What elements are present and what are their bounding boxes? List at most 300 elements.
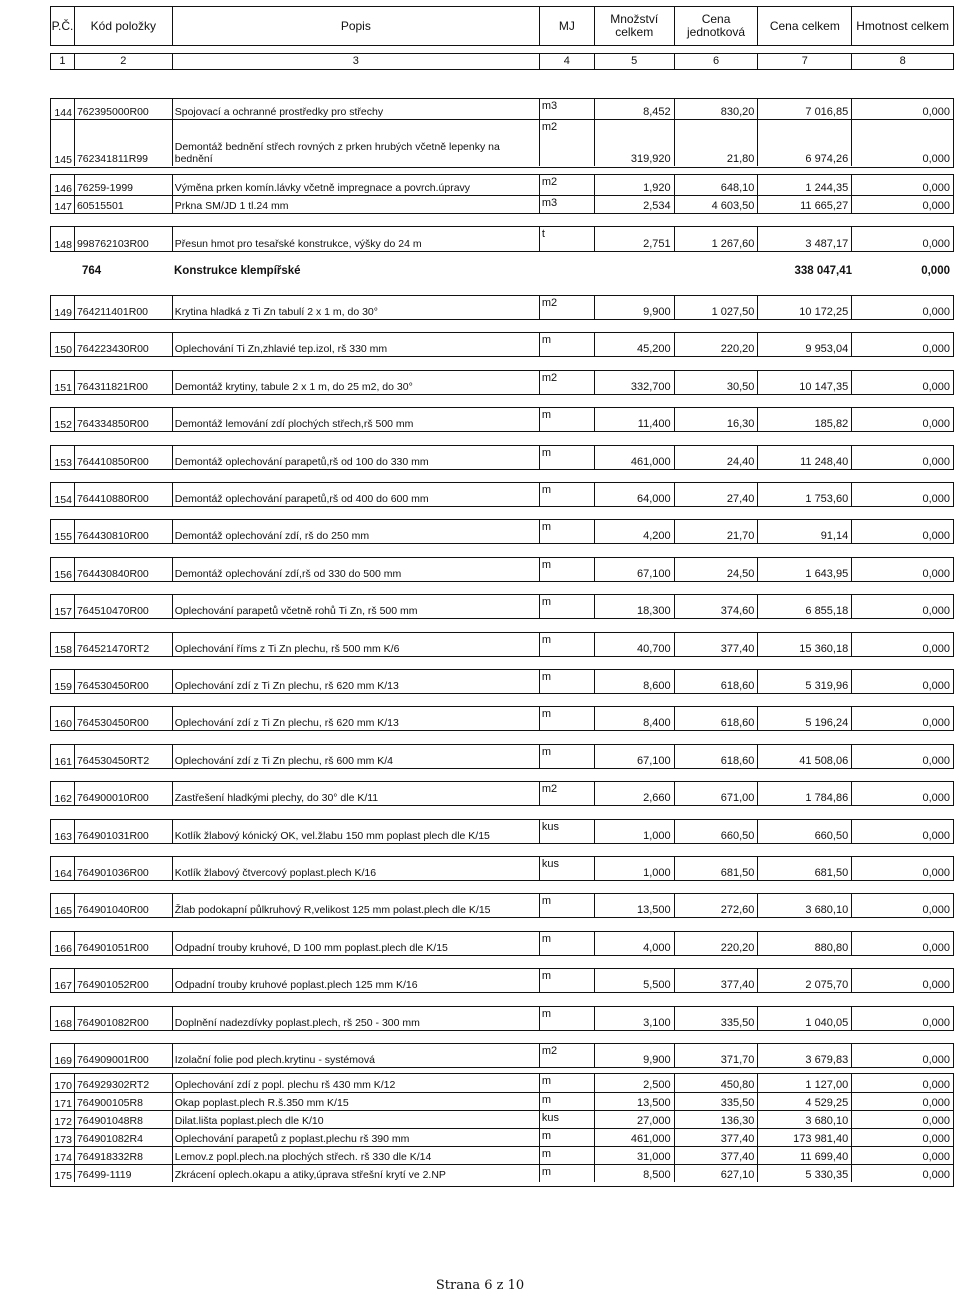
item-description: Oplechování zdí z Ti Zn plechu, rš 600 mm K/4 [173,745,540,768]
table-row [51,296,953,319]
column-header-hmotnost: Hmotnost celkem [856,18,949,33]
item-group [50,968,954,993]
item-code: 998762103R00 [75,227,173,251]
item-total-price: 1 040,05 [758,1007,852,1030]
item-quantity: 27,000 [595,1111,675,1128]
item-description: Dilat.lišta poplast.plech dle K/10 [173,1111,540,1128]
item-unit-price: 136,30 [675,1111,759,1128]
item-weight: 0,000 [922,182,950,194]
item-total-price: 3 680,10 [758,1111,852,1128]
item-weight: 0,000 [922,493,950,505]
item-weight: 0,000 [922,456,950,468]
item-weight: 0,000 [922,717,950,729]
item-unit-price: 377,40 [675,1129,759,1146]
item-weight: 0,000 [922,755,950,767]
item-total-price: 7 016,85 [758,99,852,119]
item-group [50,332,954,357]
item-unit-price: 377,40 [675,969,759,992]
item-group [50,856,954,881]
item-code: 762341811R99 [75,120,173,166]
item-weight: 0,000 [922,306,950,318]
item-quantity: 3,100 [595,1007,675,1030]
table-header [50,6,954,68]
table-row [51,894,953,917]
item-unit: m [540,670,595,693]
item-quantity: 2,660 [595,782,675,805]
item-weight: 0,000 [922,238,950,250]
item-unit-price: 220,20 [675,932,759,955]
item-description: Oplechování říms z Ti Zn plechu, rš 500 mm K/6 [173,633,540,656]
item-description: Přesun hmot pro tesařské konstrukce, výšky do 24 m [173,227,540,251]
item-unit-price: 30,50 [675,371,759,394]
item-description: Výměna prken komín.lávky včetně impregnace a povrch.úpravy [173,175,540,195]
item-total-price: 10 172,25 [758,296,852,319]
item-weight: 0,000 [922,867,950,879]
item-quantity: 8,400 [595,707,675,730]
item-group [50,174,954,214]
item-total-price: 185,82 [758,408,852,431]
item-number: 175 [51,1165,75,1182]
item-unit: m [540,1165,595,1182]
item-quantity: 2,500 [595,1074,675,1092]
item-unit: m [540,707,595,730]
item-weight: 0,000 [922,792,950,804]
column-number: 2 [75,54,173,69]
item-description: Lemov.z popl.plech.na plochých střech. rš 330 dle K/14 [173,1147,540,1164]
item-quantity: 4,000 [595,932,675,955]
table-row [51,371,953,394]
item-unit-price: 4 603,50 [675,196,759,213]
item-number: 164 [51,857,75,880]
table-row [51,1092,953,1110]
item-code: 764430840R00 [75,558,173,581]
item-unit: kus [540,1111,595,1128]
item-quantity: 1,920 [595,175,675,195]
item-quantity: 64,000 [595,483,675,506]
item-number: 166 [51,932,75,955]
item-unit-price: 371,70 [675,1044,759,1067]
column-header-row [50,6,954,46]
item-description: Demontáž lemování zdí plochých střech,rš 500 mm [173,408,540,431]
item-unit-price: 335,50 [675,1093,759,1110]
item-group [50,669,954,694]
item-number: 149 [51,296,75,319]
item-unit-price: 24,50 [675,558,759,581]
table-row [51,99,953,119]
table-row [51,745,953,768]
item-total-price: 5 319,96 [758,670,852,693]
item-weight: 0,000 [922,979,950,991]
item-group [50,295,954,320]
table-row [51,446,953,469]
section-hmotnost: 0,000 [921,265,950,277]
item-unit-price: 450,80 [675,1074,759,1092]
item-code: 764909001R00 [75,1044,173,1067]
item-number: 162 [51,782,75,805]
table-row [51,707,953,730]
item-group [50,1006,954,1031]
section-cena-celkem: 338 047,41 [794,265,852,277]
item-number: 144 [51,99,75,119]
item-group [50,1073,954,1187]
item-total-price: 1 127,00 [758,1074,852,1092]
item-unit: kus [540,857,595,880]
column-number: 3 [173,54,540,69]
item-description: Zastřešení hladkými plechy, do 30° dle K/11 [173,782,540,805]
item-number: 158 [51,633,75,656]
item-group [50,557,954,582]
item-unit-price: 618,60 [675,707,759,730]
item-unit: m [540,408,595,431]
item-weight: 0,000 [922,1133,950,1145]
item-weight: 0,000 [922,1079,950,1091]
item-total-price: 1 784,86 [758,782,852,805]
item-total-price: 15 360,18 [758,633,852,656]
table-row [51,670,953,693]
item-number: 174 [51,1147,75,1164]
item-unit: m [540,745,595,768]
item-unit: m [540,1129,595,1146]
item-number: 172 [51,1111,75,1128]
item-total-price: 880,80 [758,932,852,955]
table-row [51,1044,953,1067]
table-row [51,408,953,431]
table-row [51,932,953,955]
item-unit-price: 24,40 [675,446,759,469]
column-header-kod: Kód položky [75,7,173,45]
item-weight: 0,000 [922,1054,950,1066]
item-group [50,931,954,956]
item-number: 161 [51,745,75,768]
item-unit: m [540,894,595,917]
column-header-cena-jednotkova: Cena jednotková [675,7,759,45]
item-unit: m [540,969,595,992]
item-code: 764521470RT2 [75,633,173,656]
item-number: 168 [51,1007,75,1030]
item-weight: 0,000 [922,530,950,542]
table-row [51,1128,953,1146]
item-total-price: 5 196,24 [758,707,852,730]
item-group [50,482,954,507]
item-total-price: 3 679,83 [758,1044,852,1067]
item-number: 159 [51,670,75,693]
item-code: 764530450R00 [75,670,173,693]
item-code: 764410850R00 [75,446,173,469]
item-total-price: 10 147,35 [758,371,852,394]
table-row [51,483,953,506]
item-code: 762395000R00 [75,99,173,119]
item-total-price: 5 330,35 [758,1165,852,1182]
item-code: 764901082R00 [75,1007,173,1030]
item-unit-price: 671,00 [675,782,759,805]
item-unit: m [540,1074,595,1092]
item-description: Krytina hladká z Ti Zn tabulí 2 x 1 m, do 30° [173,296,540,319]
item-weight: 0,000 [922,343,950,355]
item-weight: 0,000 [922,942,950,954]
item-description: Žlab podokapní půlkruhový R,velikost 125 mm polast.plech dle K/15 [173,894,540,917]
item-unit: m [540,1007,595,1030]
item-unit-price: 377,40 [675,1147,759,1164]
item-code: 764901036R00 [75,857,173,880]
table-row [51,119,953,166]
item-unit-price: 648,10 [675,175,759,195]
item-description: Zkrácení oplech.okapu a atiky,úprava střešní krytí ve 2.NP [173,1165,540,1182]
item-group [50,98,954,168]
item-quantity: 11,400 [595,408,675,431]
item-total-price: 41 508,06 [758,745,852,768]
item-code: 764929302RT2 [75,1074,173,1092]
item-unit-price: 618,60 [675,670,759,693]
item-description: Demontáž oplechování parapetů,rš od 100 do 330 mm [173,446,540,469]
item-quantity: 1,000 [595,820,675,843]
item-total-price: 173 981,40 [758,1129,852,1146]
item-quantity: 8,600 [595,670,675,693]
table-row [51,333,953,356]
item-group [50,407,954,432]
column-header-mnozstvi: Množství celkem [595,7,675,45]
item-quantity: 45,200 [595,333,675,356]
item-group [50,744,954,769]
item-description: Oplechování zdí z Ti Zn plechu, rš 620 mm K/13 [173,670,540,693]
item-total-price: 1 244,35 [758,175,852,195]
table-row [51,820,953,843]
item-total-price: 9 953,04 [758,333,852,356]
item-weight: 0,000 [922,200,950,212]
item-code: 76499-1119 [75,1165,173,1182]
item-description: Demontáž oplechování parapetů,rš od 400 do 600 mm [173,483,540,506]
column-header-cena-celkem: Cena celkem [758,7,852,45]
table-row [51,227,953,251]
item-description: Kotlík žlabový kónický OK, vel.žlabu 150 mm poplast plech dle K/15 [173,820,540,843]
column-number: 6 [675,54,759,69]
item-group [50,594,954,619]
table-row [51,633,953,656]
item-unit: kus [540,820,595,843]
item-quantity: 13,500 [595,894,675,917]
item-number: 150 [51,333,75,356]
item-quantity: 1,000 [595,857,675,880]
item-weight: 0,000 [922,106,950,118]
item-quantity: 9,900 [595,1044,675,1067]
item-code: 764901052R00 [75,969,173,992]
item-unit: m2 [540,120,595,166]
item-code: 764530450RT2 [75,745,173,768]
table-row [51,1007,953,1030]
item-unit-price: 16,30 [675,408,759,431]
table-row [51,558,953,581]
item-description: Oplechování zdí z popl. plechu rš 430 mm K/12 [173,1074,540,1092]
item-code: 60515501 [75,196,173,213]
item-code: 764311821R00 [75,371,173,394]
item-description: Demontáž bednění střech rovných z prken hrubých včetně lepenky na bednění [173,120,540,166]
item-number: 151 [51,371,75,394]
item-unit: t [540,227,595,251]
item-number: 147 [51,196,75,213]
item-total-price: 660,50 [758,820,852,843]
item-description: Doplnění nadezdívky poplast.plech, rš 250 - 300 mm [173,1007,540,1030]
item-number: 160 [51,707,75,730]
item-group [50,632,954,657]
item-number: 145 [51,120,75,166]
item-unit-price: 1 027,50 [675,296,759,319]
item-description: Izolační folie pod plech.krytinu - systémová [173,1044,540,1067]
item-total-price: 6 974,26 [758,120,852,166]
section-code: 764 [82,265,102,277]
item-description: Demontáž oplechování zdí, rš do 250 mm [173,520,540,543]
item-quantity: 4,200 [595,520,675,543]
item-total-price: 1 753,60 [758,483,852,506]
item-description: Odpadní trouby kruhové, D 100 mm poplast.plech dle K/15 [173,932,540,955]
item-weight: 0,000 [922,680,950,692]
item-unit: m3 [540,196,595,213]
item-description: Oplechování parapetů včetně rohů Ti Zn, rš 500 mm [173,595,540,618]
table-row [51,595,953,618]
item-code: 764918332R8 [75,1147,173,1164]
item-weight: 0,000 [922,381,950,393]
item-weight: 0,000 [922,418,950,430]
item-code: 764901048R8 [75,1111,173,1128]
item-number: 157 [51,595,75,618]
item-quantity: 67,100 [595,558,675,581]
item-weight: 0,000 [922,1017,950,1029]
table-row [51,857,953,880]
item-unit: m [540,333,595,356]
item-group [50,819,954,844]
item-code: 764901040R00 [75,894,173,917]
item-total-price: 11 699,40 [758,1147,852,1164]
item-quantity: 31,000 [595,1147,675,1164]
column-number: 4 [540,54,595,69]
item-number: 169 [51,1044,75,1067]
item-description: Okap poplast.plech R.š.350 mm K/15 [173,1093,540,1110]
item-unit-price: 220,20 [675,333,759,356]
item-total-price: 91,14 [758,520,852,543]
item-unit-price: 627,10 [675,1165,759,1182]
item-total-price: 3 680,10 [758,894,852,917]
item-unit-price: 335,50 [675,1007,759,1030]
column-header-pc: P.Č. [51,7,75,45]
column-header-popis: Popis [173,7,540,45]
item-weight: 0,000 [922,568,950,580]
item-total-price: 3 487,17 [758,227,852,251]
column-header-mj: MJ [540,7,595,45]
item-unit-price: 377,40 [675,633,759,656]
item-number: 163 [51,820,75,843]
item-quantity: 461,000 [595,446,675,469]
item-quantity: 5,500 [595,969,675,992]
item-number: 167 [51,969,75,992]
item-quantity: 18,300 [595,595,675,618]
item-unit: m2 [540,296,595,319]
item-total-price: 11 665,27 [758,196,852,213]
page-number: Strana 6 z 10 [435,1278,525,1293]
item-code: 764410880R00 [75,483,173,506]
item-number: 156 [51,558,75,581]
item-number: 155 [51,520,75,543]
item-description: Demontáž oplechování zdí,rš od 330 do 500 mm [173,558,540,581]
item-unit: m [540,558,595,581]
table-row [51,1146,953,1164]
item-unit: m [540,446,595,469]
column-number: 5 [595,54,675,69]
column-number: 7 [758,54,852,69]
item-group [50,226,954,252]
section-name: Konstrukce klempířské [174,265,301,277]
item-description: Kotlík žlabový čtvercový poplast.plech K/16 [173,857,540,880]
item-total-price: 1 643,95 [758,558,852,581]
item-unit-price: 21,80 [675,120,759,166]
item-code: 764900010R00 [75,782,173,805]
item-unit-price: 272,60 [675,894,759,917]
item-weight: 0,000 [922,643,950,655]
item-description: Prkna SM/JD 1 tl.24 mm [173,196,540,213]
item-quantity: 67,100 [595,745,675,768]
item-group [50,1043,954,1068]
item-unit-price: 618,60 [675,745,759,768]
item-total-price: 11 248,40 [758,446,852,469]
item-group [50,706,954,731]
item-quantity: 461,000 [595,1129,675,1146]
item-code: 764223430R00 [75,333,173,356]
section-row [50,258,954,284]
item-description: Demontáž krytiny, tabule 2 x 1 m, do 25 m2, do 30° [173,371,540,394]
item-unit: m [540,633,595,656]
item-weight: 0,000 [922,153,950,165]
item-number: 152 [51,408,75,431]
item-unit: m [540,1147,595,1164]
item-quantity: 13,500 [595,1093,675,1110]
item-code: 76259-1999 [75,175,173,195]
item-code: 764334850R00 [75,408,173,431]
table-row [51,175,953,195]
item-unit-price: 660,50 [675,820,759,843]
item-code: 764510470R00 [75,595,173,618]
item-unit-price: 1 267,60 [675,227,759,251]
item-weight: 0,000 [922,605,950,617]
item-code: 764901082R4 [75,1129,173,1146]
item-number: 154 [51,483,75,506]
item-unit: m3 [540,99,595,119]
item-code: 764901051R00 [75,932,173,955]
item-group [50,445,954,470]
item-group [50,781,954,806]
item-unit: m2 [540,1044,595,1067]
item-unit: m2 [540,371,595,394]
item-quantity: 332,700 [595,371,675,394]
item-group [50,370,954,395]
item-unit: m2 [540,782,595,805]
item-unit-price: 681,50 [675,857,759,880]
item-weight: 0,000 [922,1097,950,1109]
item-unit-price: 27,40 [675,483,759,506]
item-weight: 0,000 [922,830,950,842]
item-description: Oplechování zdí z Ti Zn plechu, rš 620 mm K/13 [173,707,540,730]
item-description: Oplechování parapetů z poplast.plechu rš 390 mm [173,1129,540,1146]
item-code: 764430810R00 [75,520,173,543]
item-group [50,519,954,544]
item-total-price: 2 075,70 [758,969,852,992]
item-description: Oplechování Ti Zn,zhlavié tep.izol, rš 330 mm [173,333,540,356]
item-unit: m [540,932,595,955]
column-number: 1 [51,54,75,69]
item-number: 165 [51,894,75,917]
item-number: 171 [51,1093,75,1110]
table-row [51,1074,953,1092]
item-unit-price: 830,20 [675,99,759,119]
item-total-price: 6 855,18 [758,595,852,618]
item-number: 146 [51,175,75,195]
item-code: 764211401R00 [75,296,173,319]
